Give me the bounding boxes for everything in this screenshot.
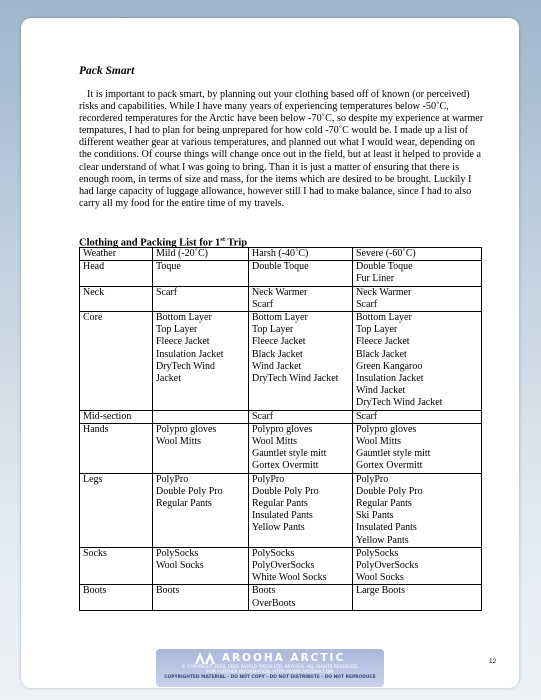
list-item: Boots [156,585,180,597]
cell-severe [353,286,482,311]
list-item: Wool Mitts [252,436,298,448]
table-title-text: Clothing and Packing List for 1 [79,237,221,249]
list-item: Polypro gloves [356,423,417,435]
table-row [80,286,482,311]
list-item: Green Kangaroo [356,360,423,372]
list-item: PolyOverSocks [356,560,419,572]
list-item: Polypro gloves [156,423,217,435]
list-item: White Wool Socks [252,572,327,584]
table-row [80,261,482,286]
list-item: Gauntlet style mitt [252,448,327,460]
list-item: Large Boots [356,585,405,597]
list-item: Double Poly Pro [252,485,319,497]
list-item: Wool Mitts [356,436,402,448]
copyright-line: © COPYRIGHT 2016, FREE WORLD PRESS LTD, AROOHA. ALL RIGHTS RESERVED. [181,665,359,670]
header-severe: Severe (-60˚C) [353,248,482,261]
cell-mild [153,410,249,423]
list-item: Insulation Jacket [356,373,424,385]
list-item: Double Toque [356,261,413,273]
list-item: Regular Pants [356,498,412,510]
list-item: Wool Socks [356,572,404,584]
list-item: DryTech Wind Jacket [356,397,443,409]
table-title-suffix: Trip [225,237,248,249]
list-item: Scarf [356,410,378,422]
list-item: Scarf [252,410,274,422]
list-item: Bottom Layer [252,312,308,324]
table-row [80,585,482,610]
list-item: Gauntlet style mitt [356,448,431,460]
table-row [80,473,482,547]
cell-mild [153,286,249,311]
cell-harsh [249,423,353,473]
copyright-footer [156,649,384,687]
list-item: Polypro gloves [252,423,313,435]
table-row [80,410,482,423]
brand-name: AROOHA ARCTIC [221,652,346,664]
list-item: Gortex Overmitt [356,460,423,472]
cell-severe [353,410,482,423]
notice-line: COPYRIGHTED MATERIAL - DO NOT COPY - DO NOT DISTRIBUTE - DO NOT REPRODUCE [164,675,376,681]
row-label: Legs [80,473,153,547]
row-label: Core [80,312,153,411]
row-label: Head [80,261,153,286]
list-item: Neck Warmer [252,286,308,298]
header-mild: Mild (-20˚C) [153,248,249,261]
cell-harsh [249,547,353,585]
cell-severe [353,423,482,473]
table-body [80,261,482,611]
cell-mild [153,585,249,610]
cell-severe [353,585,482,610]
row-label: Socks [80,547,153,585]
cell-harsh [249,410,353,423]
list-item: DryTech Wind [156,360,215,372]
list-item: Wind Jacket [252,360,302,372]
cell-severe [353,261,482,286]
list-item: PolyOverSocks [252,560,315,572]
section-heading: Pack Smart [79,65,135,77]
list-item: Insulation Jacket [156,348,224,360]
list-item: Top Layer [156,324,198,336]
list-item: Yellow Pants [356,534,409,546]
page-number: 12 [489,658,497,665]
list-item: Regular Pants [156,498,212,510]
list-item: Black Jacket [356,348,407,360]
header-weather: Weather [80,248,153,261]
list-item: Wool Mitts [156,436,202,448]
list-item: Jacket [156,373,181,385]
list-item: Toque [156,261,181,273]
list-item: Wind Jacket [356,385,406,397]
list-item: Scarf [356,298,378,310]
table-header-row [80,248,482,261]
list-item: Boots [252,585,276,597]
list-item: Top Layer [252,324,294,336]
cell-harsh [249,261,353,286]
mountain-logo-icon [195,652,217,664]
cell-harsh [249,585,353,610]
list-item: Fleece Jacket [356,336,410,348]
table-title-superscript: st [220,236,225,243]
list-item: Double Poly Pro [156,485,223,497]
row-label: Neck [80,286,153,311]
cell-mild [153,473,249,547]
list-item: OverBoots [252,597,296,609]
list-item: PolyPro [356,473,389,485]
cell-severe [353,547,482,585]
cell-mild [153,312,249,411]
list-item: PolyPro [252,473,285,485]
list-item: Neck Warmer [356,286,412,298]
list-item: Insulated Pants [252,510,313,522]
list-item: Scarf [252,298,274,310]
cell-severe [353,473,482,547]
row-label: Mid-section [80,410,153,423]
row-label: Boots [80,585,153,610]
list-item: PolyPro [156,473,189,485]
list-item: Bottom Layer [156,312,212,324]
header-harsh: Harsh (-40˚C) [249,248,353,261]
table-row [80,312,482,411]
footer-logo [156,651,384,665]
info-line: FOR FURTHER INFORMATION, HTTP://WWW.AROOHA.COM [206,670,334,676]
list-item: PolySocks [156,547,199,559]
list-item: Black Jacket [252,348,303,360]
list-item: Insulated Pants [356,522,417,534]
cell-mild [153,547,249,585]
list-item: Wool Socks [156,560,204,572]
list-item: DryTech Wind Jacket [252,373,339,385]
list-item: Gortex Overmitt [252,460,319,472]
cell-mild [153,423,249,473]
cell-harsh [249,286,353,311]
list-item: Fleece Jacket [252,336,306,348]
list-item: Fur Liner [356,273,395,285]
table-row [80,547,482,585]
cell-harsh [249,312,353,411]
list-item: Double Toque [252,261,309,273]
list-item: Ski Pants [356,510,394,522]
list-item: Scarf [156,286,178,298]
list-item: Bottom Layer [356,312,412,324]
list-item: PolySocks [252,547,295,559]
row-label: Hands [80,423,153,473]
list-item: PolySocks [356,547,399,559]
table-row [80,423,482,473]
list-item: Fleece Jacket [156,336,210,348]
packing-list-table [79,247,482,611]
list-item: Double Poly Pro [356,485,423,497]
list-item: Regular Pants [252,498,308,510]
document-page [21,18,519,688]
body-paragraph: It is important to pack smart, by planning out your clothing based off of known (or perceived) risks and capabilities. While I have many years of experiencing temperatures below -50˚C, recordered temperatures for the Arctic have been below -70˚C, so despite my experience at warmer tempatures, I had to plan for being unprepared for how cold -70˚C would be. I made up a list of different weather gear at various temperatures, and planned out what I would wear, depending on the conditions. Of course things will change once out in the field, but at least it helped to provide a clear understand of what I was going to bring. Than it is just a matter of ensuring that there is enough room, in terms of size and mass, for the items which are desired to be brought. Luckily I had large capacity of luggage allowance, however still I had to make balance, since I had to also carry all my food for the entire time of my travels. [79,89,484,209]
cell-severe [353,312,482,411]
cell-mild [153,261,249,286]
list-item: Yellow Pants [252,522,305,534]
cell-harsh [249,473,353,547]
list-item: Top Layer [356,324,398,336]
